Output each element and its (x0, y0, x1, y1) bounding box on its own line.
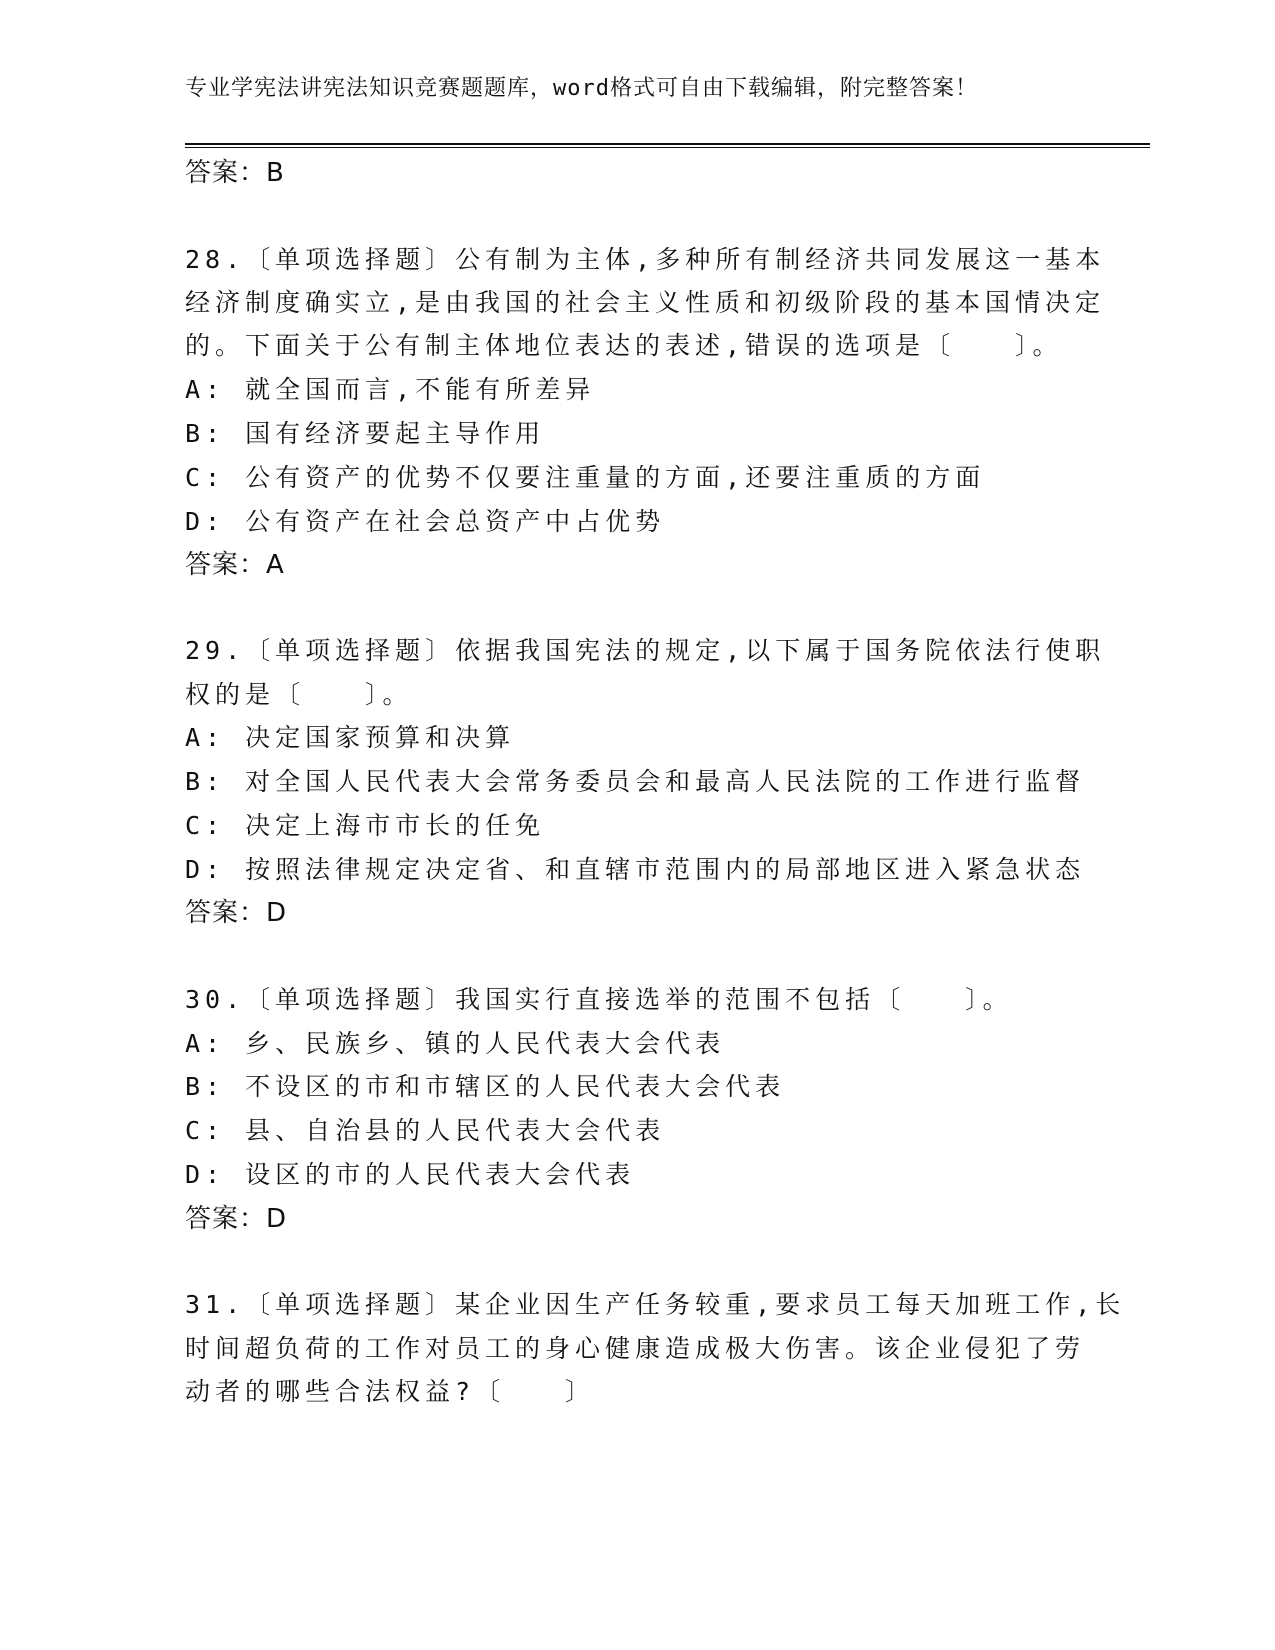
question-30-option-a: A: 乡、民族乡、镇的人民代表大会代表 (185, 1029, 726, 1058)
answer-30: 答案：D (185, 1204, 288, 1234)
question-28-line-2: 经济制度确实立,是由我国的社会主义性质和初级阶段的基本国情决定 (185, 288, 1106, 317)
question-29-option-b: B: 对全国人民代表大会常务委员会和最高人民法院的工作进行监督 (185, 767, 1086, 796)
question-30-option-d: D: 设区的市的人民代表大会代表 (185, 1160, 636, 1189)
question-31-line-3: 动者的哪些合法权益?〔 〕 (185, 1377, 596, 1406)
question-29-option-c: C: 决定上海市市长的任免 (185, 811, 546, 840)
question-29-option-d: D: 按照法律规定决定省、和直辖市范围内的局部地区进入紧急状态 (185, 855, 1086, 884)
header-rule (185, 143, 1150, 148)
question-28-option-b: B: 国有经济要起主导作用 (185, 419, 546, 448)
question-28-option-c: C: 公有资产的优势不仅要注重量的方面,还要注重质的方面 (185, 463, 986, 492)
question-28-option-a: A: 就全国而言,不能有所差异 (185, 375, 596, 404)
question-31-line-1: 31.〔单项选择题〕某企业因生产任务较重,要求员工每天加班工作,长 (185, 1290, 1126, 1319)
question-29-line-1: 29.〔单项选择题〕依据我国宪法的规定,以下属于国务院依法行使职 (185, 636, 1106, 665)
answer-28: 答案：A (185, 550, 285, 580)
question-29-option-a: A: 决定国家预算和决算 (185, 723, 516, 752)
question-30-option-b: B: 不设区的市和市辖区的人民代表大会代表 (185, 1072, 786, 1101)
question-30-line-1: 30.〔单项选择题〕我国实行直接选举的范围不包括〔 〕。 (185, 985, 1013, 1014)
question-28-line-1: 28.〔单项选择题〕公有制为主体,多种所有制经济共同发展这一基本 (185, 245, 1106, 274)
question-28-line-3: 的。下面关于公有制主体地位表达的表述,错误的选项是〔 〕。 (185, 331, 1063, 360)
question-29-line-2: 权的是〔 〕。 (185, 680, 413, 709)
page-header: 专业学宪法讲宪法知识竞赛题题库，word格式可自由下载编辑，附完整答案！ (185, 76, 978, 101)
question-30-option-c: C: 县、自治县的人民代表大会代表 (185, 1116, 666, 1145)
answer-29: 答案：D (185, 898, 288, 928)
answer-27: 答案：B (185, 158, 285, 188)
question-31-line-2: 时间超负荷的工作对员工的身心健康造成极大伤害。该企业侵犯了劳 (185, 1334, 1086, 1363)
question-28-option-d: D: 公有资产在社会总资产中占优势 (185, 507, 666, 536)
